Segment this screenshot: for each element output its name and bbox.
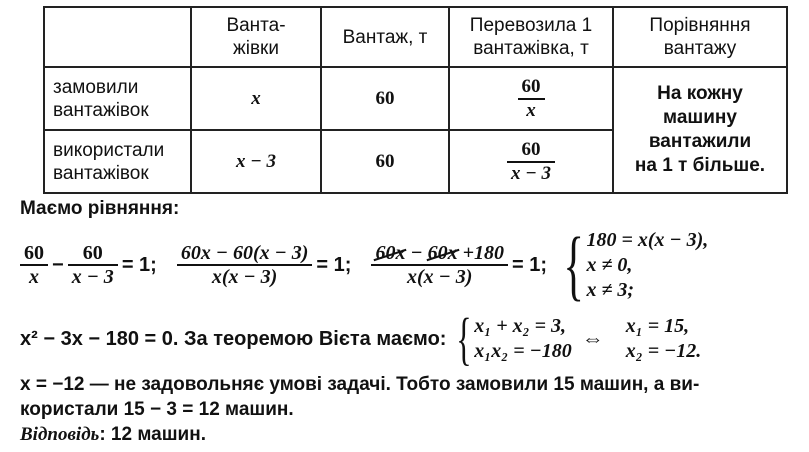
- comparison-cell: На кожну машину вантажили на 1 т більше.: [613, 67, 787, 193]
- vieta-line: x² − 3x − 180 = 0. За теоремою Вієта маємо: { x₁ + x₂ = 3, x₁x₂ = −180 ⇔ x₁ = 15, x₂ = −12.: [20, 306, 702, 371]
- header-empty: [44, 7, 191, 67]
- system-brace: {: [563, 221, 585, 308]
- header-trucks: Ванта- жівки: [191, 7, 321, 67]
- row-trucks: x: [191, 67, 321, 130]
- row-cargo: 60: [321, 130, 449, 193]
- fraction: $\frac{60}{x}$: [518, 76, 545, 122]
- row-per-truck: [449, 67, 613, 130]
- row-trucks: x − 3: [191, 130, 321, 193]
- intro-text: Маємо рівняння:: [20, 198, 180, 219]
- system-brace: {: [456, 306, 473, 371]
- conclusion-line-1: x = −12 — не задовольняє умові задачі. Тобто замовили 15 машин, а ви-: [20, 374, 700, 395]
- row-label: замовили вантажівок: [44, 67, 191, 130]
- system-1: 180 = x(x − 3), x ≠ 0, x ≠ 3;: [586, 228, 709, 301]
- row-per-truck: [449, 130, 613, 193]
- data-table: [43, 6, 788, 194]
- fraction: $\frac{60}{x}$: [20, 242, 48, 288]
- header-cargo: Вантаж, т: [321, 7, 449, 67]
- fraction: $\frac{60}{x - 3}$: [507, 139, 555, 185]
- roots: x₁ = 15, x₂ = −12.: [625, 315, 702, 362]
- system-vieta: x₁ + x₂ = 3, x₁x₂ = −180: [474, 315, 572, 362]
- conclusion-line-2: користали 15 − 3 = 12 машин.: [20, 399, 294, 420]
- header-per-truck: Перевозила 1 вантажівка, т: [449, 7, 613, 67]
- fraction: $\frac{60x - 60x +180}{x(x - 3)}$: [371, 242, 508, 288]
- equivalence-symbol: ⇔: [581, 326, 604, 351]
- answer-line: Відповідь: 12 машин.: [20, 424, 206, 445]
- header-comparison: Порівняння вантажу: [613, 7, 787, 67]
- table-header-row: [44, 7, 787, 67]
- table-row: [44, 67, 787, 130]
- fraction: $\frac{60x - 60(x - 3)}{x(x - 3)}$: [177, 242, 313, 288]
- row-label: використали вантажівок: [44, 130, 191, 193]
- row-cargo: 60: [321, 67, 449, 130]
- equation-line: $\frac{60}{x}$ − $\frac{60}{x - 3}$ = 1; $\frac{60x - 60(x - 3)}{x(x - 3)}$ = 1; $\frac{60x - 60x +180}{x(x - 3)}$ = 1; { 180 = x(x − 3), x ≠ 0, x ≠ 3;: [20, 230, 708, 300]
- fraction: $\frac{60}{x - 3}$: [68, 242, 118, 288]
